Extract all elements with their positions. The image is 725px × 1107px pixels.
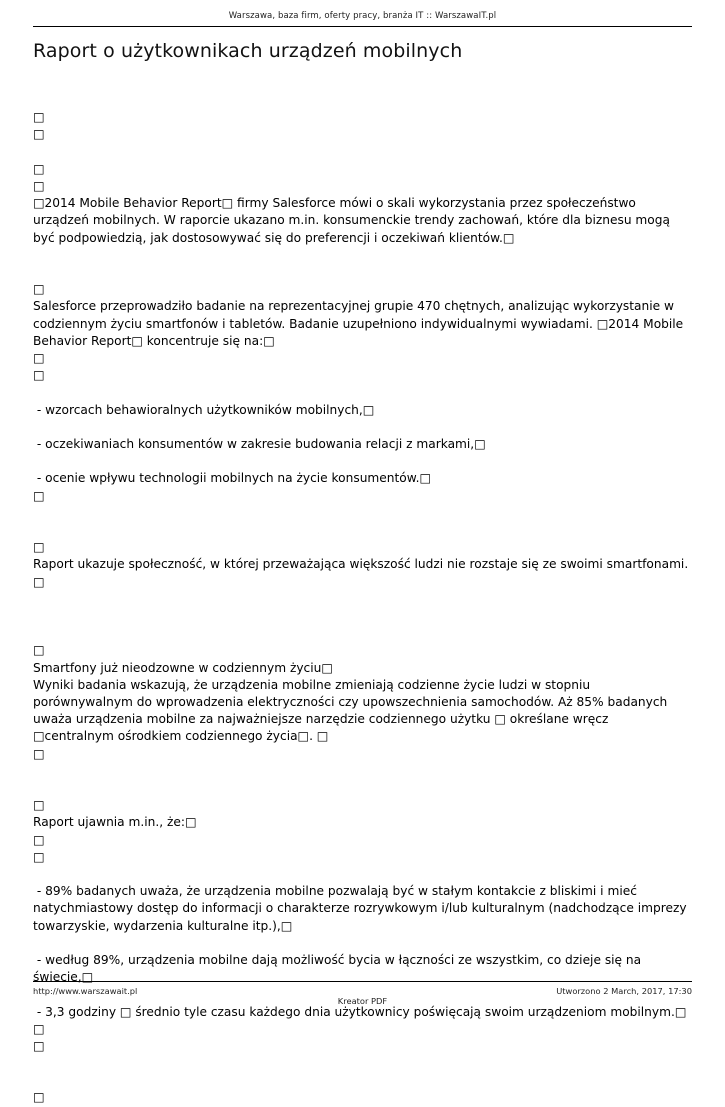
paragraph: - według 89%, urządzenia mobilne dają możliwość bycia w łączności ze wszystkim, co dzieje się na świecie,□	[33, 952, 645, 985]
blank-line	[33, 1055, 692, 1072]
blank-line	[33, 92, 692, 109]
blank-line	[33, 763, 692, 780]
box-glyph: □	[33, 1021, 45, 1036]
box-glyph: □	[33, 1090, 45, 1105]
blank-line	[33, 144, 692, 161]
page-title: Raport o użytkownikach urządzeń mobilnych	[33, 40, 463, 62]
footer-url[interactable]: http://www.warszawait.pl	[33, 986, 138, 996]
box-glyph: □	[33, 161, 45, 176]
blank-line	[33, 419, 692, 436]
paragraph: □2014 Mobile Behavior Report□ firmy Salesforce mówi o skali wykorzystania przez społeczeństwo urządzeń mobilnych. W raporcie ukazano m.in. konsumenckie trendy zachowań, które dla biznesu mogą być podpowiedzią, jak dostosowywać się do preferencji i oczekiwań klientów.□	[33, 196, 674, 245]
blank-line	[33, 384, 692, 401]
box-glyph: □	[33, 350, 45, 365]
page-footer	[33, 981, 692, 1006]
blank-line	[33, 522, 692, 539]
box-glyph: □	[33, 832, 45, 847]
blank-line	[33, 591, 692, 608]
blank-line	[33, 247, 692, 264]
blank-line	[33, 625, 692, 642]
paragraph: - wzorcach behawioralnych użytkowników mobilnych,□	[33, 402, 375, 417]
blank-line	[33, 1072, 692, 1089]
blank-line	[33, 608, 692, 625]
header-divider	[33, 26, 692, 27]
paragraph: Smartfony już nieodzowne w codziennym życiu□	[33, 660, 333, 675]
box-glyph: □	[33, 368, 45, 383]
paragraph: Raport ujawnia m.in., że:□	[33, 815, 197, 830]
box-glyph: □	[33, 746, 45, 761]
page-header	[33, 0, 692, 27]
blank-line	[33, 505, 692, 522]
blank-line	[33, 780, 692, 797]
footer-center-text: Kreator PDF	[337, 996, 388, 1006]
paragraph: - 3,3 godziny □ średnio tyle czasu każdego dnia użytkownicy poświęcają swoim urządzeniom mobilnym.□	[33, 1004, 687, 1019]
blank-line	[33, 264, 692, 281]
footer-right-text: Utworzono 2 March, 2017, 17:30	[556, 986, 692, 996]
box-glyph: □	[33, 1038, 45, 1053]
box-glyph: □	[33, 643, 45, 658]
box-glyph: □	[33, 127, 45, 142]
document-body	[33, 92, 692, 1107]
blank-line	[33, 866, 692, 883]
box-glyph: □	[33, 488, 45, 503]
paragraph: - oczekiwaniach konsumentów w zakresie budowania relacji z markami,□	[33, 436, 486, 451]
blank-line	[33, 935, 692, 952]
paragraph: Wyniki badania wskazują, że urządzenia mobilne zmieniają codzienne życie ludzi w stopniu porównywalnym do wprowadzenia elektryczności czy upowszechnienia samochodów. Aż 85% badanych uważa urządzenia mobilne za najważniejsze narzędzie codziennego użytku □ określane wręcz □centralnym ośrodkiem codziennego życia□. □	[33, 677, 672, 744]
box-glyph: □	[33, 798, 45, 813]
box-glyph: □	[33, 178, 45, 193]
site-header-text: Warszawa, baza firm, oferty pracy, branża IT :: WarszawaIT.pl	[228, 11, 497, 21]
box-glyph: □	[33, 540, 45, 555]
blank-line	[33, 453, 692, 470]
paragraph: - 89% badanych uważa, że urządzenia mobilne pozwalają być w stałym kontakcie z bliskimi i mieć natychmiastowy dostęp do informacji o charakterze rozrywkowym i/lub kulturalnym (nadchodzące imprezy towarzyskie, wydarzenia kulturalne itp.),□	[33, 884, 691, 933]
footer-divider	[33, 981, 692, 982]
box-glyph: □	[33, 849, 45, 864]
paragraph: - ocenie wpływu technologii mobilnych na życie konsumentów.□	[33, 471, 431, 486]
paragraph: Salesforce przeprowadziło badanie na reprezentacyjnej grupie 470 chętnych, analizując wykorzystanie w codziennym życiu smartfonów i tabletów. Badanie uzupełniono indywidualnymi wywiadami. □2014 Mobile Behavior Report□ koncentruje się na:□	[33, 299, 688, 348]
paragraph: Raport ukazuje społeczność, w której przeważająca większość ludzi nie rozstaje się ze swoimi smartfonami. □	[33, 557, 693, 589]
box-glyph: □	[33, 282, 45, 297]
box-glyph: □	[33, 110, 45, 125]
